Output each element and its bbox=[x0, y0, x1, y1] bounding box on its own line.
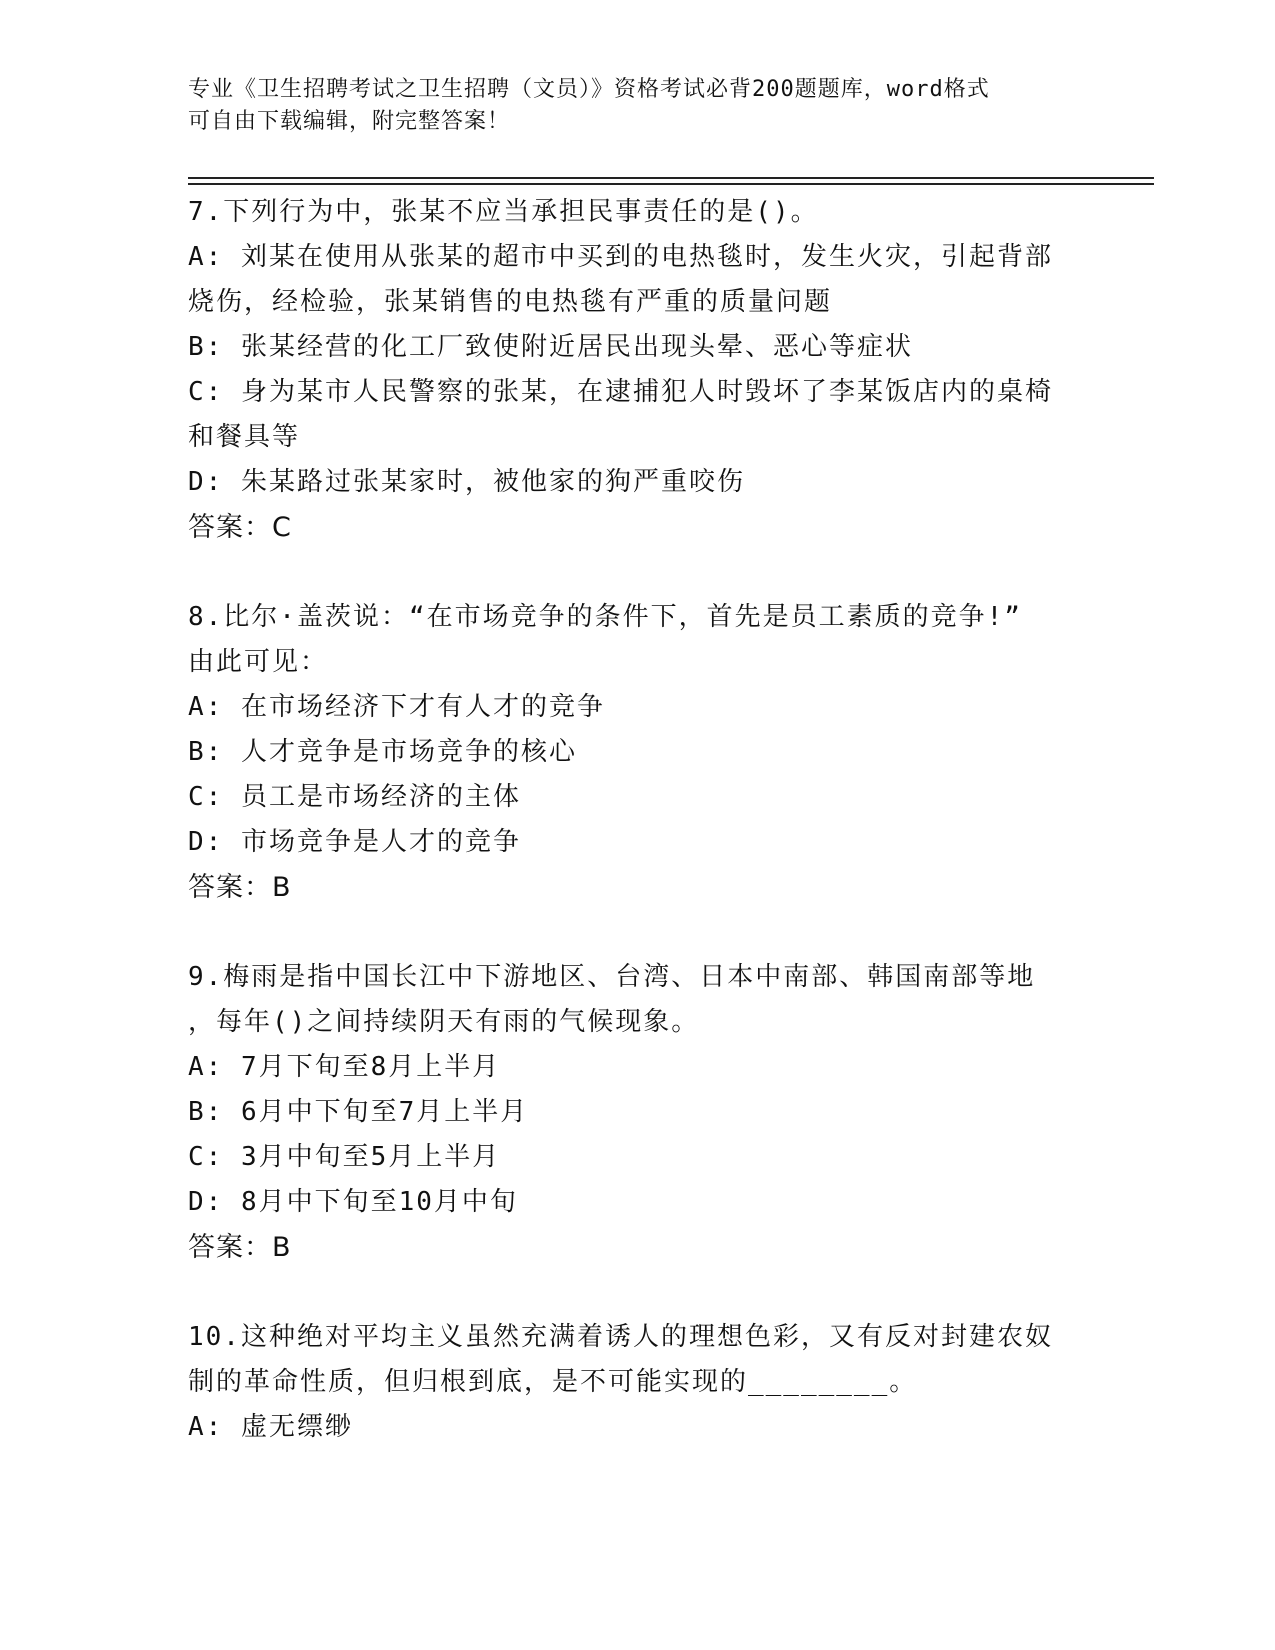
answer-line: 答案：B bbox=[188, 1232, 292, 1263]
header-divider-bottom bbox=[188, 183, 1154, 185]
question-stem-continued: 由此可见： bbox=[188, 647, 329, 677]
document-header bbox=[188, 74, 1068, 138]
option-a: A: 7月下旬至8月上半月 bbox=[188, 1052, 501, 1082]
question-stem: 8.比尔·盖茨说：“在市场竞争的条件下，首先是员工素质的竞争!” bbox=[188, 602, 1022, 632]
option-c-continued: 和餐具等 bbox=[188, 422, 301, 452]
question-block bbox=[188, 190, 1088, 550]
option-b: B: 人才竞争是市场竞争的核心 bbox=[188, 737, 577, 767]
answer-line: 答案：B bbox=[188, 872, 292, 903]
question-spacer bbox=[188, 550, 1088, 595]
option-c: C: 3月中旬至5月上半月 bbox=[188, 1142, 501, 1172]
header-divider-top bbox=[188, 177, 1154, 179]
question-stem: 10.这种绝对平均主义虽然充满着诱人的理想色彩，又有反对封建农奴 bbox=[188, 1322, 1053, 1352]
question-list bbox=[188, 190, 1088, 1450]
option-b: B: 张某经营的化工厂致使附近居民出现头晕、恶心等症状 bbox=[188, 332, 913, 362]
option-c: C: 员工是市场经济的主体 bbox=[188, 782, 521, 812]
header-line-1: 专业《卫生招聘考试之卫生招聘（文员）》资格考试必背200题题库，word格式 bbox=[188, 77, 990, 102]
question-stem-continued: 制的革命性质，但归根到底，是不可能实现的________。 bbox=[188, 1367, 918, 1397]
answer-line: 答案：C bbox=[188, 512, 292, 543]
option-a: A: 在市场经济下才有人才的竞争 bbox=[188, 692, 605, 722]
question-block bbox=[188, 955, 1088, 1270]
option-c: C: 身为某市人民警察的张某，在逮捕犯人时毁坏了李某饭店内的桌椅 bbox=[188, 377, 1053, 407]
question-block bbox=[188, 1315, 1088, 1450]
option-a: A: 虚无缥缈 bbox=[188, 1412, 353, 1442]
question-stem-continued: ，每年()之间持续阴天有雨的气候现象。 bbox=[188, 1007, 700, 1037]
option-d: D: 市场竞争是人才的竞争 bbox=[188, 827, 521, 857]
header-line-2: 可自由下载编辑，附完整答案！ bbox=[188, 109, 511, 134]
question-stem: 9.梅雨是指中国长江中下游地区、台湾、日本中南部、韩国南部等地 bbox=[188, 962, 1036, 992]
question-spacer bbox=[188, 910, 1088, 955]
option-a: A: 刘某在使用从张某的超市中买到的电热毯时，发生火灾，引起背部 bbox=[188, 242, 1053, 272]
option-d: D: 8月中下旬至10月中旬 bbox=[188, 1187, 518, 1217]
question-stem: 7.下列行为中，张某不应当承担民事责任的是()。 bbox=[188, 197, 819, 227]
option-a-continued: 烧伤，经检验，张某销售的电热毯有严重的质量问题 bbox=[188, 287, 833, 317]
option-d: D: 朱某路过张某家时，被他家的狗严重咬伤 bbox=[188, 467, 745, 497]
option-b: B: 6月中下旬至7月上半月 bbox=[188, 1097, 529, 1127]
question-spacer bbox=[188, 1270, 1088, 1315]
question-block bbox=[188, 595, 1088, 910]
